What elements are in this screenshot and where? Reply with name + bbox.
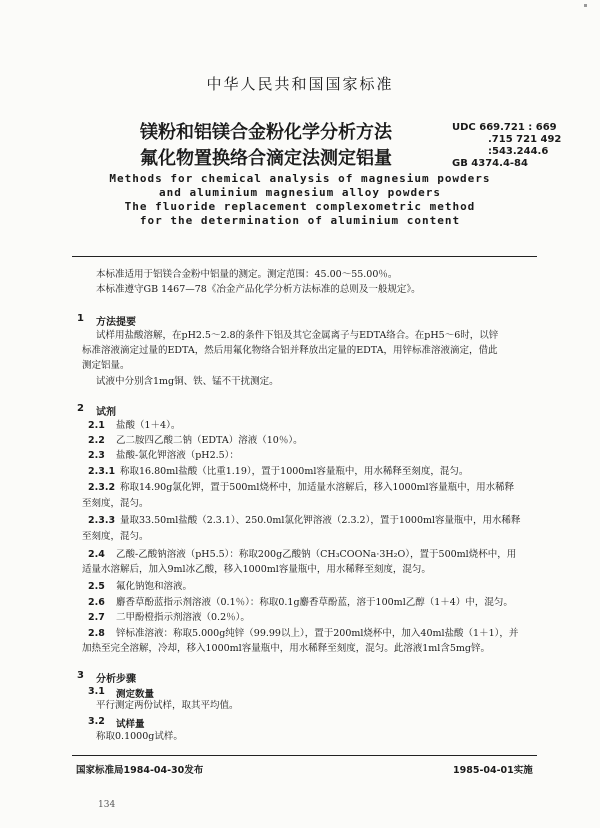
title-chinese-line1: 镁粉和铝镁合金粉化学分析方法 [140, 122, 392, 143]
item-2-6-text: 麝香草酚蓝指示剂溶液（0.1％）：称取0.1g麝香草酚蓝，溶于100ml乙醇（1＋4）中，混匀。 [116, 597, 513, 608]
item-2-5-text: 氟化钠饱和溶液。 [116, 581, 193, 592]
section1-line4: 试液中分别含1mg铜、铁、锰不干扰测定。 [96, 376, 279, 387]
item-2-3-1-number: 2.3.1 [88, 466, 116, 477]
item-3-1-title: 测定数量 [116, 689, 155, 700]
intro-line2: 本标准遵守GB 1467—78《冶金产品化学分析方法标准的总则及一般规定》。 [96, 284, 421, 295]
section2-number: 2 [77, 403, 84, 414]
item-3-2-title: 试样量 [116, 719, 145, 730]
header-divider [72, 256, 537, 257]
item-2-2-text: 乙二胺四乙酸二钠（EDTA）溶液（10％）。 [116, 435, 303, 446]
item-2-3-2-text: 称取14.90g氯化钾，置于500ml烧杯中，加适量水溶解后，移入1000ml容量瓶中，用水稀释 [120, 482, 515, 493]
item-2-3-2-number: 2.3.2 [88, 482, 116, 493]
item-2-3-3-number: 2.3.3 [88, 515, 116, 526]
item-2-3-number: 2.3 [88, 450, 105, 461]
item-2-4-number: 2.4 [88, 549, 105, 560]
section2-title: 试剂 [96, 407, 116, 418]
item-2-1-number: 2.1 [88, 420, 105, 431]
item-2-7-text: 二甲酚橙指示剂溶液（0.2％）。 [116, 612, 250, 623]
item-3-1-text: 平行测定两份试样，取其平均值。 [96, 700, 239, 711]
item-2-6-number: 2.6 [88, 597, 105, 608]
item-2-4-text-cont: 适量水溶解后，加入9ml冰乙酸，移入1000ml容量瓶中，用水稀释至刻度，混匀。 [82, 564, 431, 575]
item-3-1-number: 3.1 [88, 686, 105, 697]
item-2-3-3-text: 量取33.50ml盐酸（2.3.1）、250.0ml氯化钾溶液（2.3.2），置于1000ml容量瓶中，用水稀释 [120, 515, 521, 526]
udc-code-3: :543.244.6 [488, 146, 549, 157]
section1-line1: 试样用盐酸溶解，在pH2.5～2.8的条件下铝及其它金属离子与EDTA络合。在pH5～6时，以锌 [96, 330, 499, 341]
item-2-3-3-text-cont: 至刻度，混匀。 [82, 531, 149, 542]
intro-line1: 本标准适用于铝镁合金粉中铝量的测定。测定范围：45.00～55.00％。 [96, 269, 398, 280]
udc-code-2: .715 721 492 [488, 134, 562, 145]
title-chinese-line2: 氟化物置换络合滴定法测定铝量 [140, 148, 392, 169]
item-3-2-text: 称取0.1000g试样。 [96, 731, 183, 742]
english-title-line1: Methods for chemical analysis of magnesium powders [109, 172, 491, 185]
country-heading: 中华人民共和国国家标准 [206, 75, 394, 93]
item-3-2-number: 3.2 [88, 716, 105, 727]
section1-line2: 标准溶液滴定过量的EDTA，然后用氟化物络合铝并释放出定量的EDTA，用锌标准溶液滴定，借此 [82, 345, 498, 356]
gb-number: GB 4374.4-84 [452, 158, 528, 169]
item-2-8-text: 锌标准溶液：称取5.000g纯锌（99.99以上），置于200ml烧杯中，加入40ml盐酸（1＋1），并 [116, 628, 519, 639]
effective-date: 1985-04-01实施 [453, 765, 533, 776]
section3-number: 3 [77, 670, 84, 681]
udc-code-1: UDC 669.721 : 669 [452, 122, 557, 133]
section1-title: 方法提要 [96, 317, 136, 328]
item-2-5-number: 2.5 [88, 581, 105, 592]
english-title-line3: The fluoride replacement complexometric method [124, 200, 476, 213]
section3-title: 分析步骤 [96, 674, 136, 685]
item-2-8-text-cont: 加热至完全溶解，冷却，移入1000ml容量瓶中，用水稀释至刻度，混匀。此溶液1ml含5mg锌。 [82, 643, 490, 654]
item-2-2-number: 2.2 [88, 435, 105, 446]
scan-mark [584, 4, 587, 7]
english-title-line2: and aluminium magnesium alloy powders [158, 186, 442, 199]
item-2-1-text: 盐酸（1＋4）。 [116, 420, 181, 431]
item-2-8-number: 2.8 [88, 628, 105, 639]
issue-date: 国家标准局1984-04-30发布 [76, 765, 204, 776]
page-number: 134 [98, 800, 116, 810]
item-2-4-text: 乙酸-乙酸钠溶液（pH5.5）：称取200g乙酸钠（CH₃COONa·3H₂O），置于500ml烧杯中，用 [116, 549, 517, 560]
english-title-line4: for the determination of aluminium content [139, 214, 461, 227]
item-2-7-number: 2.7 [88, 612, 105, 623]
item-2-3-1-text: 称取16.80ml盐酸（比重1.19），置于1000ml容量瓶中，用水稀释至刻度，混匀。 [120, 466, 469, 477]
section1-line3: 测定铝量。 [82, 360, 130, 371]
footer-divider [72, 755, 537, 756]
item-2-3-text: 盐酸-氯化钾溶液（pH2.5）： [116, 450, 239, 461]
section1-number: 1 [77, 313, 84, 324]
item-2-3-2-text-cont: 至刻度，混匀。 [82, 498, 149, 509]
